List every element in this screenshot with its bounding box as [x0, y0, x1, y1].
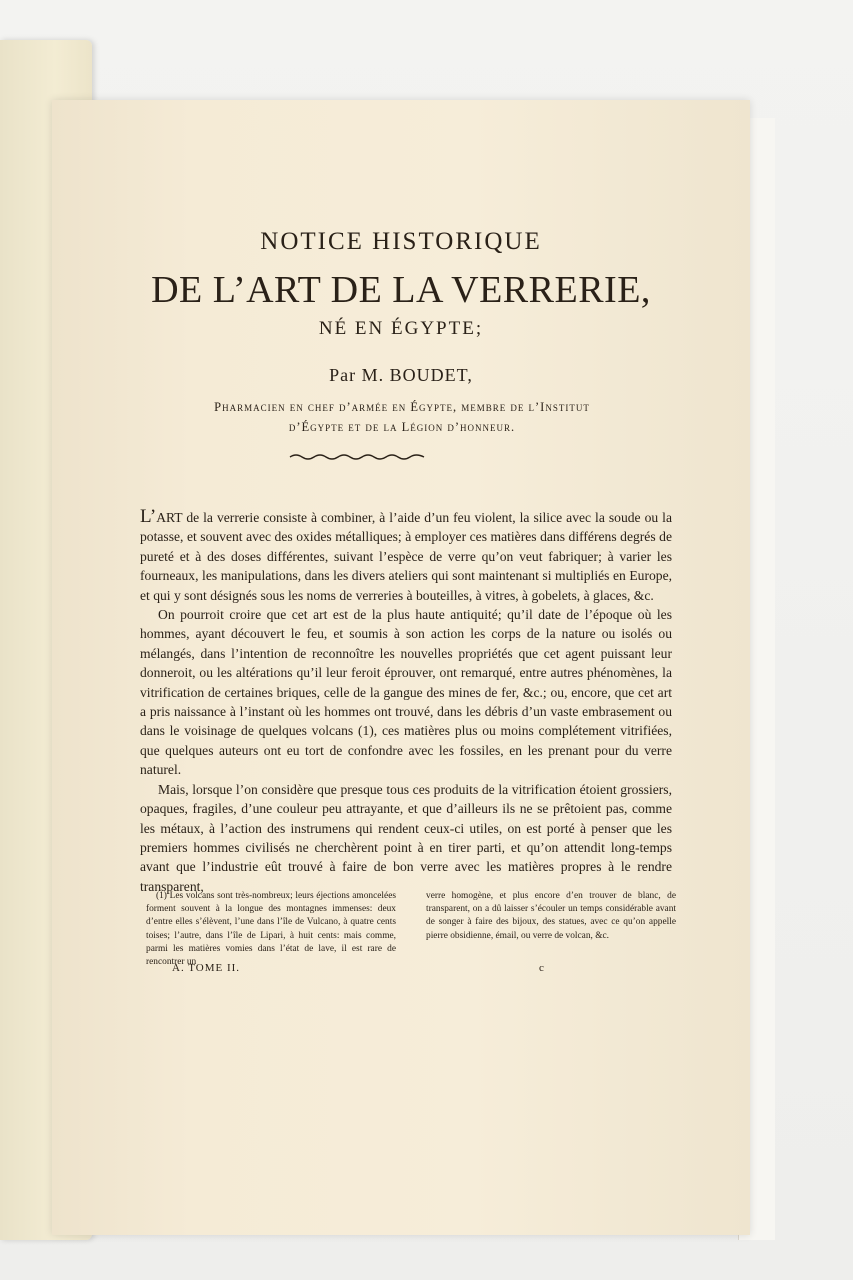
drop-cap: L’: [140, 506, 157, 527]
title-line-1: NOTICE HISTORIQUE: [260, 228, 542, 255]
affiliation-line-1: Pharmacien en chef d’armée en Égypte, membre de l’Institut: [214, 400, 590, 414]
signature-mark-left: A. TOME II.: [172, 962, 241, 974]
title-line-2: DE L’ART DE LA VERRERIE,: [151, 269, 651, 311]
footnote-column-right: [426, 890, 676, 969]
author-line: Par M. BOUDET,: [329, 365, 473, 385]
author-affiliation: [142, 397, 662, 437]
paragraph-1-text: ART de la verrerie consiste à combiner, à l’aide d’un feu violent, la silice avec la soude ou la potasse, et souvent avec des oxides métalliques; à employer ces matières dans différens degrés de pureté et à des doses différentes, suivant l’espèce de verre qu’on veut fabriquer; à varier les fourneaux, les manipulations, dans les divers ateliers qui sont maintenant si multipliés en Europe, et qui y sont désignés sous les noms de verreries à bouteilles, à vitres, à gobelets, à glaces, &c.: [140, 510, 672, 603]
book-page: [52, 100, 750, 1235]
ornament-divider: [288, 452, 428, 462]
paragraph-3: Mais, lorsque l’on considère que presque tous ces produits de la vitrification étoient grossiers, opaques, fragiles, d’une couleur peu attrayante, et que d’ailleurs ils ne se prêtoient pas, comme les métaux, à l’action des instrumens qui rendent ceux-ci utiles, on est porté à penser que les premiers hommes civilisés ne cherchèrent point à en tirer parti, et qu’on attendit long-temps avant que l’industrie eût trouvé à faire de bon verre avec les matières propres à le rendre transparent,: [140, 781, 672, 894]
paragraph-2: On pourroit croire que cet art est de la plus haute antiquité; qu’il date de l’époque où les hommes, ayant découvert le feu, et soumis à son action les corps de la nature ou isolés ou mélangés, dans l’intention de reconnoître les nouvelles propriétés que cet agent puissant leur donneroit, ou les altérations qu’il leur feroit éprouver, ont remarqué, entre autres phénomènes, la vitrification de certaines briques, celle de la gangue des mines de fer, &c.; ou, encore, que cet art a pris naissance à l’instant où les hommes ont trouvé, dans les débris d’un vaste embrasement ou dans le voisinage de quelques volcans (1), ces matières plus ou moins complétement vitrifiées, que quelques auteurs ont eu tort de confondre avec les fossiles, en les prenant pour du verre naturel.: [140, 607, 672, 778]
footnotes: [146, 890, 676, 969]
footnote-left-text: (1) Les volcans sont très-nombreux; leurs éjections amoncelées forment souvent à la longue des montagnes immenses: deux d’entre elles s’élèvent, l’une dans l’île de Vulcano, à quatre cents toises; l’autre, dans l’île de Lipari, à huit cents: mais comme, parmi les matières vomies dans l’état de lave, il est rare de rencontrer un: [146, 891, 396, 968]
footnote-column-left: [146, 890, 396, 969]
footnote-right-text: verre homogène, et plus encore d’en trouver de blanc, de transparent, on a dû laisser s’écouler un temps considérable avant de songer à faire des bijoux, des statues, avec ce qu’on appelle pierre obsidienne, émail, ou verre de volcan, &c.: [426, 891, 676, 941]
signature-mark-right: c: [539, 962, 545, 974]
title-line-3: NÉ EN ÉGYPTE;: [318, 318, 484, 339]
paragraph-1: [140, 507, 672, 605]
affiliation-line-2: d’Égypte et de la Légion d’honneur.: [288, 420, 516, 434]
body-text: [140, 507, 672, 896]
